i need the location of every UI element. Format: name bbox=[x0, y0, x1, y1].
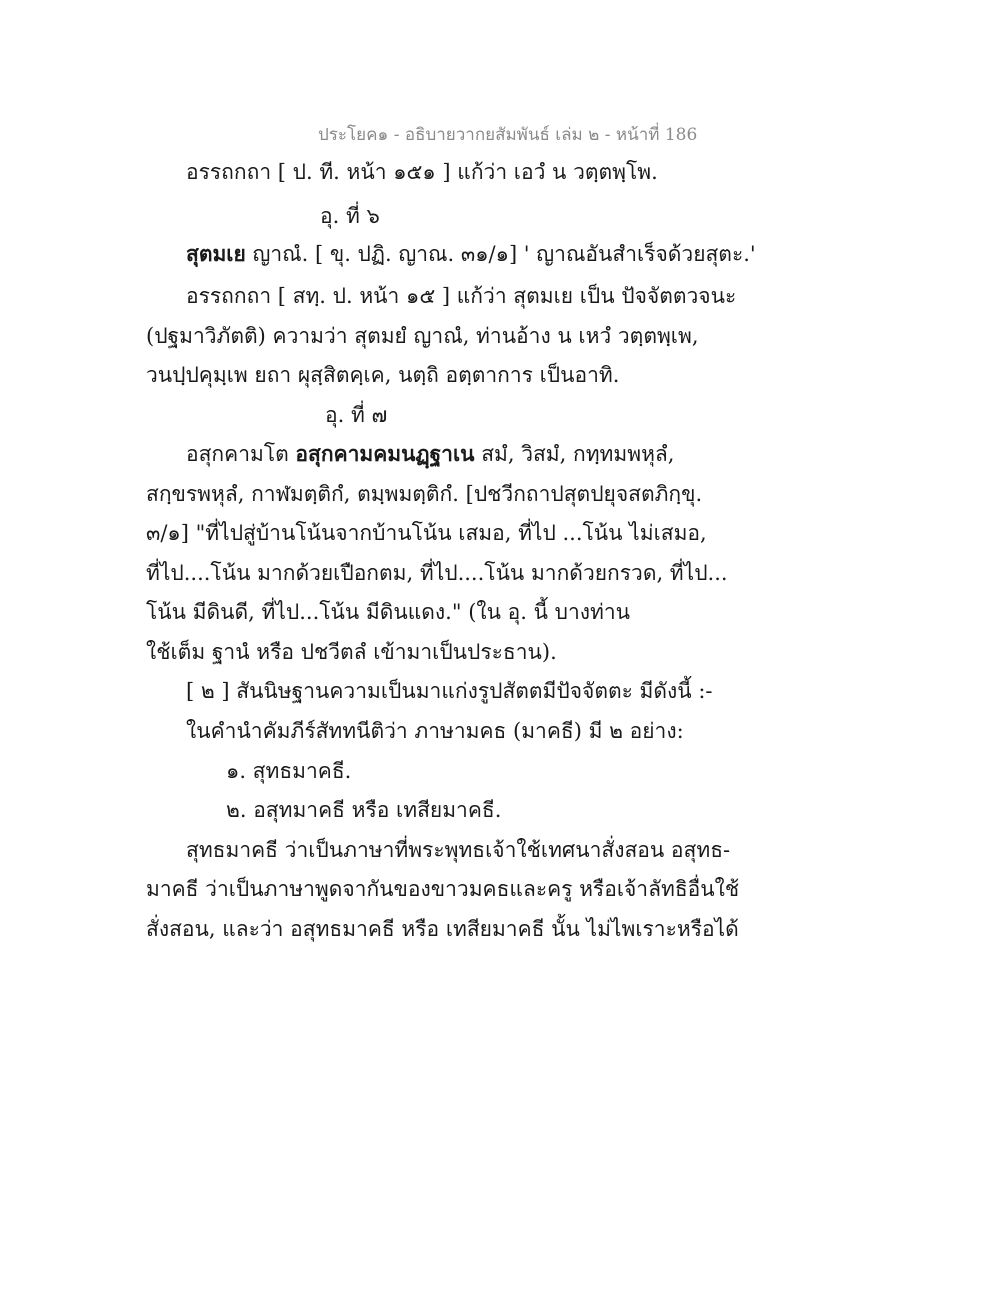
body-line-8-start: อสุกคามโต bbox=[186, 442, 296, 466]
body-line-18: สุทธมาคธี ว่าเป็นภาษาที่พระพุทธเจ้าใช้เทศนาสั่งสอน อสุทธ- bbox=[186, 838, 731, 862]
body-line-12: โน้น มีดินดี, ที่ไป...โน้น มีดินแดง." (ใน อุ. นี้ บางท่าน bbox=[146, 600, 631, 624]
body-line-9: สกฺขรพหุลํ, กาฬมตฺติกํ, ตมฺพมตฺติกํ. [ปชวีกถาปสุตปยุจสตภิกฺขุ. bbox=[146, 482, 703, 506]
body-line-15: ในคำนำคัมภีร์สัททนีติว่า ภาษามคธ (มาคธี) มี ๒ อย่าง: bbox=[186, 719, 684, 743]
body-line-5: (ปฐมาวิภัตติ) ความว่า สุตมยํ ญาณํ, ท่านอ้าง น เหวํ วตฺตพฺเพ, bbox=[146, 324, 699, 348]
body-line-13: ใช้เต็ม ฐานํ หรือ ปชวีตลํ เข้ามาเป็นประธาน). bbox=[146, 640, 557, 664]
body-line-20: สั่งสอน, และว่า อสุทธมาคธี หรือ เทสียมาคธี นั้น ไม่ไพเราะหรือได้ bbox=[146, 917, 739, 941]
body-line-14: [ ๒ ] สันนิษฐานความเป็นมาแก่งรูปสัตตมีปัจจัตตะ มีดังนี้ :- bbox=[186, 679, 713, 703]
bold-term-sutamaye: สุตมเย bbox=[186, 241, 246, 266]
body-line-3 bbox=[186, 240, 756, 268]
example-heading-6: อุ. ที่ ๖ bbox=[320, 204, 380, 228]
list-item-1: ๑. สุทธมาคธี. bbox=[226, 759, 352, 783]
body-line-1: อรรถกถา [ ป. ที. หน้า ๑๕๑ ] แก้ว่า เอวํ น วตฺตพฺโพ. bbox=[186, 160, 658, 184]
body-line-8-end: สมํ, วิสมํ, กทฺทมพหุลํ, bbox=[474, 442, 675, 466]
body-line-19: มาคธี ว่าเป็นภาษาพูดจากันของขาวมคธและครู หรือเจ้าลัทธิอื่นใช้ bbox=[146, 877, 740, 901]
example-heading-7: อุ. ที่ ๗ bbox=[325, 403, 388, 427]
body-line-4: อรรถกถา [ สทฺ. ป. หน้า ๑๕ ] แก้ว่า สุตมเย เป็น ปัจจัตตวจนะ bbox=[186, 284, 737, 308]
list-item-2: ๒. อสุทมาคธี หรือ เทสียมาคธี. bbox=[226, 798, 502, 822]
body-line-11: ที่ไป....โน้น มากด้วยเปือกตม, ที่ไป....โน้น มากด้วยกรวด, ที่ไป... bbox=[146, 561, 728, 585]
body-line-6: วนปฺปคุมฺเพ ยถา ผุสฺสิตคฺเค, นตฺถิ อตฺตาการ เป็นอาทิ. bbox=[146, 363, 620, 387]
bold-term-asukagama: อสุกคามคมนฏฺฐาเน bbox=[295, 441, 475, 466]
body-line-8 bbox=[186, 440, 674, 468]
body-line-10: ๓/๑] "ที่ไปสู่บ้านโน้นจากบ้านโน้น เสมอ, ที่ไป ...โน้น ไม่เสมอ, bbox=[146, 521, 707, 545]
body-line-3-text: ญาณํ. [ ขุ. ปฏิ. ญาณ. ๓๑/๑] ' ญาณอันสำเร็จด้วยสุตะ.' bbox=[245, 242, 756, 266]
running-header: ประโยค๑ - อธิบายวากยสัมพันธ์ เล่ม ๒ - หน้าที่ 186 bbox=[318, 125, 698, 145]
